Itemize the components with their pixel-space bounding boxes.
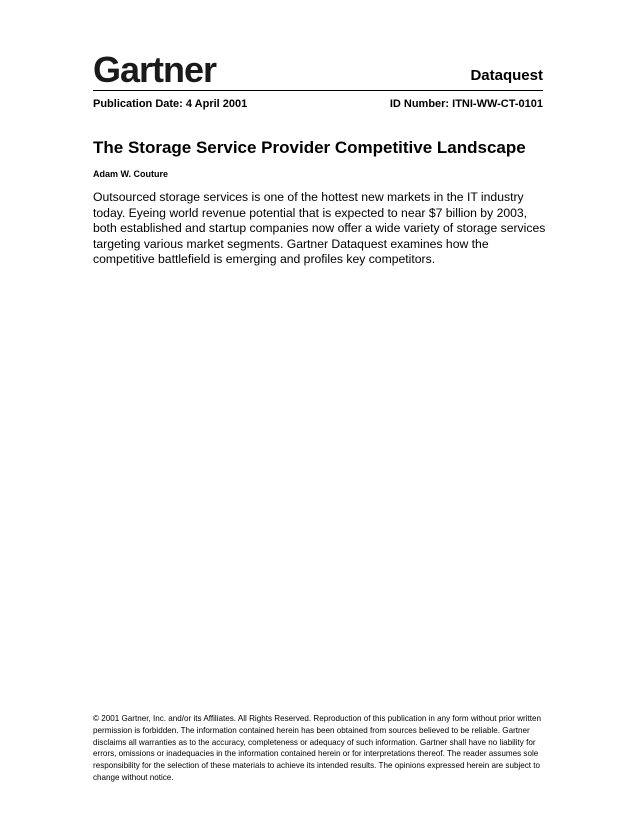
gartner-logo: Gartner <box>93 49 217 90</box>
brand-name: Dataquest <box>470 67 543 84</box>
copyright-notice: © 2001 Gartner, Inc. and/or its Affiliates. All Rights Reserved. Reproduction of this publication in any form without prior written permission is forbidden. The information contained herein has been obtained from sources believed to be reliable. Gartner disclaims all warranties as to the accuracy, completeness or adequacy of such information. Gartner shall have no liability for errors, omissions or inadequacies in the information contained herein or for interpretations thereof. The reader assumes sole responsibility for the selection of these materials to achieve its intended results. The opinions expressed herein are subject to change without notice. <box>93 714 542 782</box>
abstract-paragraph: Outsourced storage services is one of the hottest new markets in the IT industry today. Eyeing world revenue potential that is expected to near $7 billion by 2003, both established and startup companies now offer a wide variety of storage services targeting various market segments. Gartner Dataquest examines how the competitive battlefield is emerging and profiles key competitors. <box>93 190 546 266</box>
author-name: Adam W. Couture <box>93 169 169 179</box>
document-title: The Storage Service Provider Competitive Landscape <box>93 138 526 157</box>
publication-date: Publication Date: 4 April 2001 <box>93 98 248 110</box>
header-divider <box>93 90 543 91</box>
id-number: ID Number: ITNI-WW-CT-0101 <box>389 98 543 110</box>
